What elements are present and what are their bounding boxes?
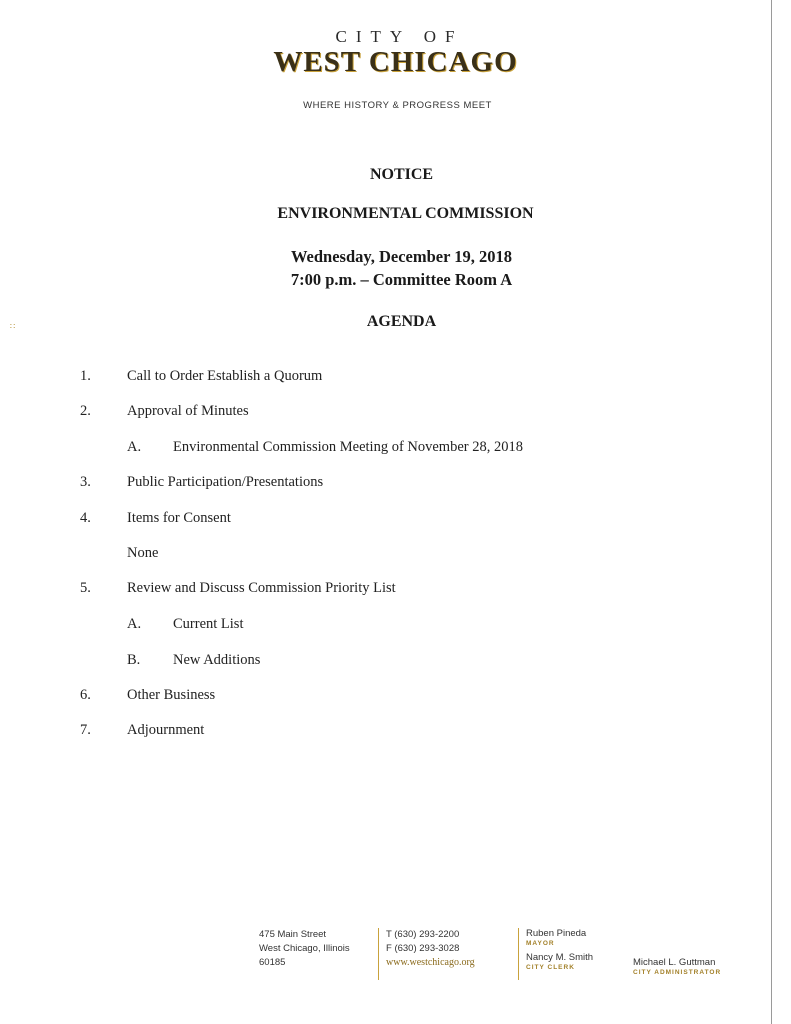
agenda-heading: AGENDA <box>366 313 437 330</box>
agenda-item-text: Public Participation/Presentations <box>127 474 324 490</box>
agenda-item-text: None <box>127 545 159 561</box>
agenda-item-text: Environmental Commission Meeting of November 28, 2018 <box>173 439 523 455</box>
agenda-item-number: A. <box>127 616 142 632</box>
agenda-item-number: 1. <box>80 368 91 384</box>
mayor-name: Ruben Pineda <box>526 928 587 939</box>
scan-page-edge <box>771 0 772 1024</box>
agenda-item-number: 6. <box>80 687 91 703</box>
footer-administrator <box>633 957 721 979</box>
agenda-item-number: 3. <box>80 474 91 490</box>
administrator-name: Michael L. Guttman <box>633 957 716 968</box>
footer-divider <box>518 928 519 980</box>
address-zip: 60185 <box>259 957 286 968</box>
commission-heading: ENVIRONMENTAL COMMISSION <box>277 205 534 222</box>
agenda-item-text: New Additions <box>173 652 261 668</box>
clerk-name: Nancy M. Smith <box>526 952 594 963</box>
agenda-item-number: 2. <box>80 403 91 419</box>
agenda-item-number: A. <box>127 439 142 455</box>
notice-heading: NOTICE <box>369 166 434 183</box>
letterhead-city-name: WEST CHICAGO <box>273 46 518 78</box>
agenda-item-number: 7. <box>80 722 91 738</box>
agenda-item-text: Call to Order Establish a Quorum <box>127 368 323 384</box>
agenda-item-text: Approval of Minutes <box>127 403 249 419</box>
agenda-item-text: Items for Consent <box>127 510 231 526</box>
address-city: West Chicago, Illinois <box>259 943 350 954</box>
meeting-time-place: 7:00 p.m. – Committee Room A <box>290 270 513 289</box>
agenda-item-number: 4. <box>80 510 91 526</box>
footer-address <box>259 928 350 970</box>
administrator-role: CITY ADMINISTRATOR <box>633 969 722 976</box>
footer-officials <box>526 928 593 974</box>
agenda-item-text: Review and Discuss Commission Priority List <box>127 580 396 596</box>
website-link[interactable]: www.westchicago.org <box>386 957 475 968</box>
agenda-item-number: B. <box>127 652 141 668</box>
letterhead-footer <box>0 928 791 988</box>
letterhead <box>0 28 791 112</box>
clerk-role: CITY CLERK <box>526 964 575 971</box>
agenda-item-text: Other Business <box>127 687 216 703</box>
footer-divider <box>378 928 379 980</box>
address-street: 475 Main Street <box>259 929 327 940</box>
scan-speck: ∷ <box>10 322 16 331</box>
letterhead-tagline: WHERE HISTORY & PROGRESS MEET <box>303 100 492 111</box>
agenda-item-text: Current List <box>173 616 244 632</box>
letterhead-city-of: CITY OF <box>335 27 464 46</box>
fax-number: F (630) 293-3028 <box>386 943 460 954</box>
mayor-role: MAYOR <box>526 940 555 947</box>
agenda-item-number: 5. <box>80 580 91 596</box>
footer-contact <box>386 928 475 970</box>
phone-number: T (630) 293-2200 <box>386 929 460 940</box>
agenda-item-text: Adjournment <box>127 722 205 738</box>
meeting-date: Wednesday, December 19, 2018 <box>290 247 513 266</box>
